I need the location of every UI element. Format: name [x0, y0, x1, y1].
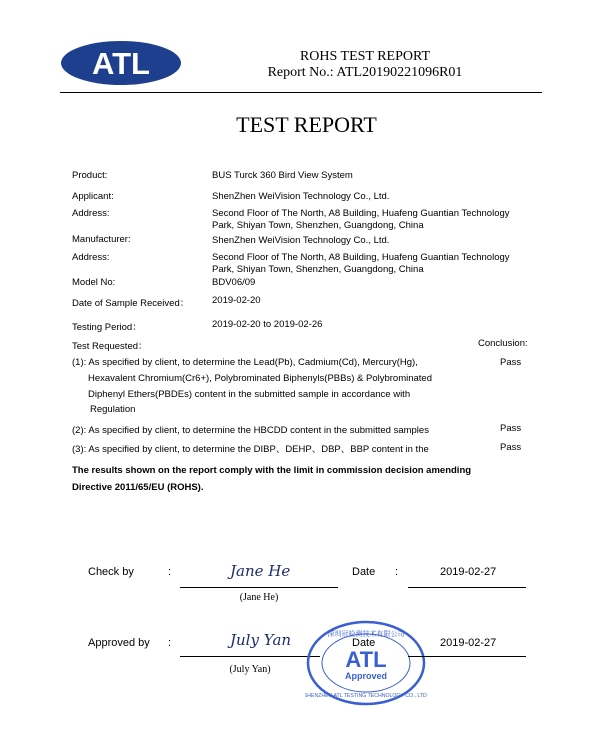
applicant-address-line2: Park, Shiyan Town, Shenzhen, Guangdong, China [212, 220, 424, 231]
model-label: Model No: [72, 277, 116, 288]
request-item-2: (2): As specified by client, to determine the HBCDD content in the submitted samples [72, 425, 429, 436]
request-item-1-result: Pass [500, 357, 522, 368]
compliance-statement-line2: Directive 2011/65/EU (ROHS). [72, 482, 204, 493]
report-header [240, 49, 490, 81]
applicant-address-value [212, 208, 552, 232]
manufacturer-address-value [212, 252, 552, 276]
check-by-label: Check by [88, 566, 134, 578]
header-divider [60, 92, 542, 93]
date-received-value: 2019-02-20 [212, 295, 261, 306]
check-by-colon: : [168, 566, 172, 578]
product-value: BUS Turck 360 Bird View System [212, 170, 353, 181]
approved-date-line [408, 656, 526, 657]
check-date-colon: : [395, 566, 399, 578]
stamp-top-text: 深圳冠检测技术有限公司 [327, 630, 405, 638]
approved-signature-line [180, 656, 320, 657]
date-received-label: Date of Sample Received： [72, 298, 190, 309]
approved-by-label: Approved by [88, 637, 150, 649]
request-item-1-line1: (1): As specified by client, to determine the Lead(Pb), Cadmium(Cd), Mercury(Hg), [72, 357, 418, 368]
logo-text: ATL [92, 46, 150, 81]
request-item-1-line3: Diphenyl Ethers(PBDEs) content in the submitted sample in accordance with [88, 389, 411, 400]
conclusion-label: Conclusion: [478, 338, 528, 349]
stamp-logo: ATL [345, 647, 387, 672]
product-label: Product: [72, 170, 108, 181]
compliance-statement-line1: The results shown on the report comply with the limit in commission decision amending [72, 465, 472, 476]
page-title: TEST REPORT [236, 112, 377, 137]
manufacturer-address-line1: Second Floor of The North, A8 Building, Huafeng Guantian Technology [212, 252, 510, 263]
manufacturer-address-line2: Park, Shiyan Town, Shenzhen, Guangdong, China [212, 264, 424, 275]
model-value: BDV06/09 [212, 277, 256, 288]
manufacturer-label: Manufacturer: [72, 234, 131, 245]
stamp-approved: Approved [344, 671, 388, 681]
compliance-statement [72, 462, 471, 496]
check-date-value: 2019-02-27 [440, 566, 497, 578]
request-item-3-result: Pass [500, 442, 522, 453]
check-signature: Jane He [230, 562, 291, 580]
manufacturer-address-label: Address: [72, 252, 110, 263]
atl-logo [60, 40, 182, 91]
approved-date-value: 2019-02-27 [440, 637, 497, 649]
approved-date-label: Date [352, 637, 376, 649]
testing-period-value: 2019-02-20 to 2019-02-26 [212, 319, 323, 330]
approval-stamp [305, 619, 427, 712]
request-item-2-result: Pass [500, 423, 522, 434]
testing-period-label: Testing Period： [72, 322, 142, 333]
report-number: Report No.: ATL20190221096R01 [267, 65, 463, 80]
approved-signature: July Yan [230, 631, 292, 649]
check-name: (Jane He) [239, 592, 279, 603]
request-item-1-line2: Hexavalent Chromium(Cr6+), Polybrominated Biphenyls(PBBs) & Polybrominated [88, 373, 432, 384]
check-date-label: Date [352, 566, 376, 578]
check-signature-line [180, 587, 338, 588]
applicant-address-label: Address: [72, 208, 110, 219]
applicant-address-line1: Second Floor of The North, A8 Building, Huafeng Guantian Technology [212, 208, 510, 219]
applicant-value: ShenZhen WeiVision Technology Co., Ltd. [212, 191, 390, 202]
approved-name: (July Yan) [229, 664, 271, 675]
manufacturer-value: ShenZhen WeiVision Technology Co., Ltd. [212, 235, 390, 246]
applicant-label: Applicant: [72, 191, 114, 202]
check-date-line [408, 587, 526, 588]
report-title: ROHS TEST REPORT [299, 49, 431, 64]
request-item-3: (3): As specified by client, to determine the DIBP、DEHP、DBP、BBP content in the [72, 444, 429, 455]
request-item-1-line4: Regulation [90, 404, 136, 415]
test-requested-label: Test Requested： [72, 341, 148, 352]
approved-by-colon: : [168, 637, 172, 649]
request-item-1 [72, 355, 432, 416]
stamp-ring-text: SHENZHEN ATL TESTING TECHNOLOGY CO., LTD. [305, 693, 427, 699]
